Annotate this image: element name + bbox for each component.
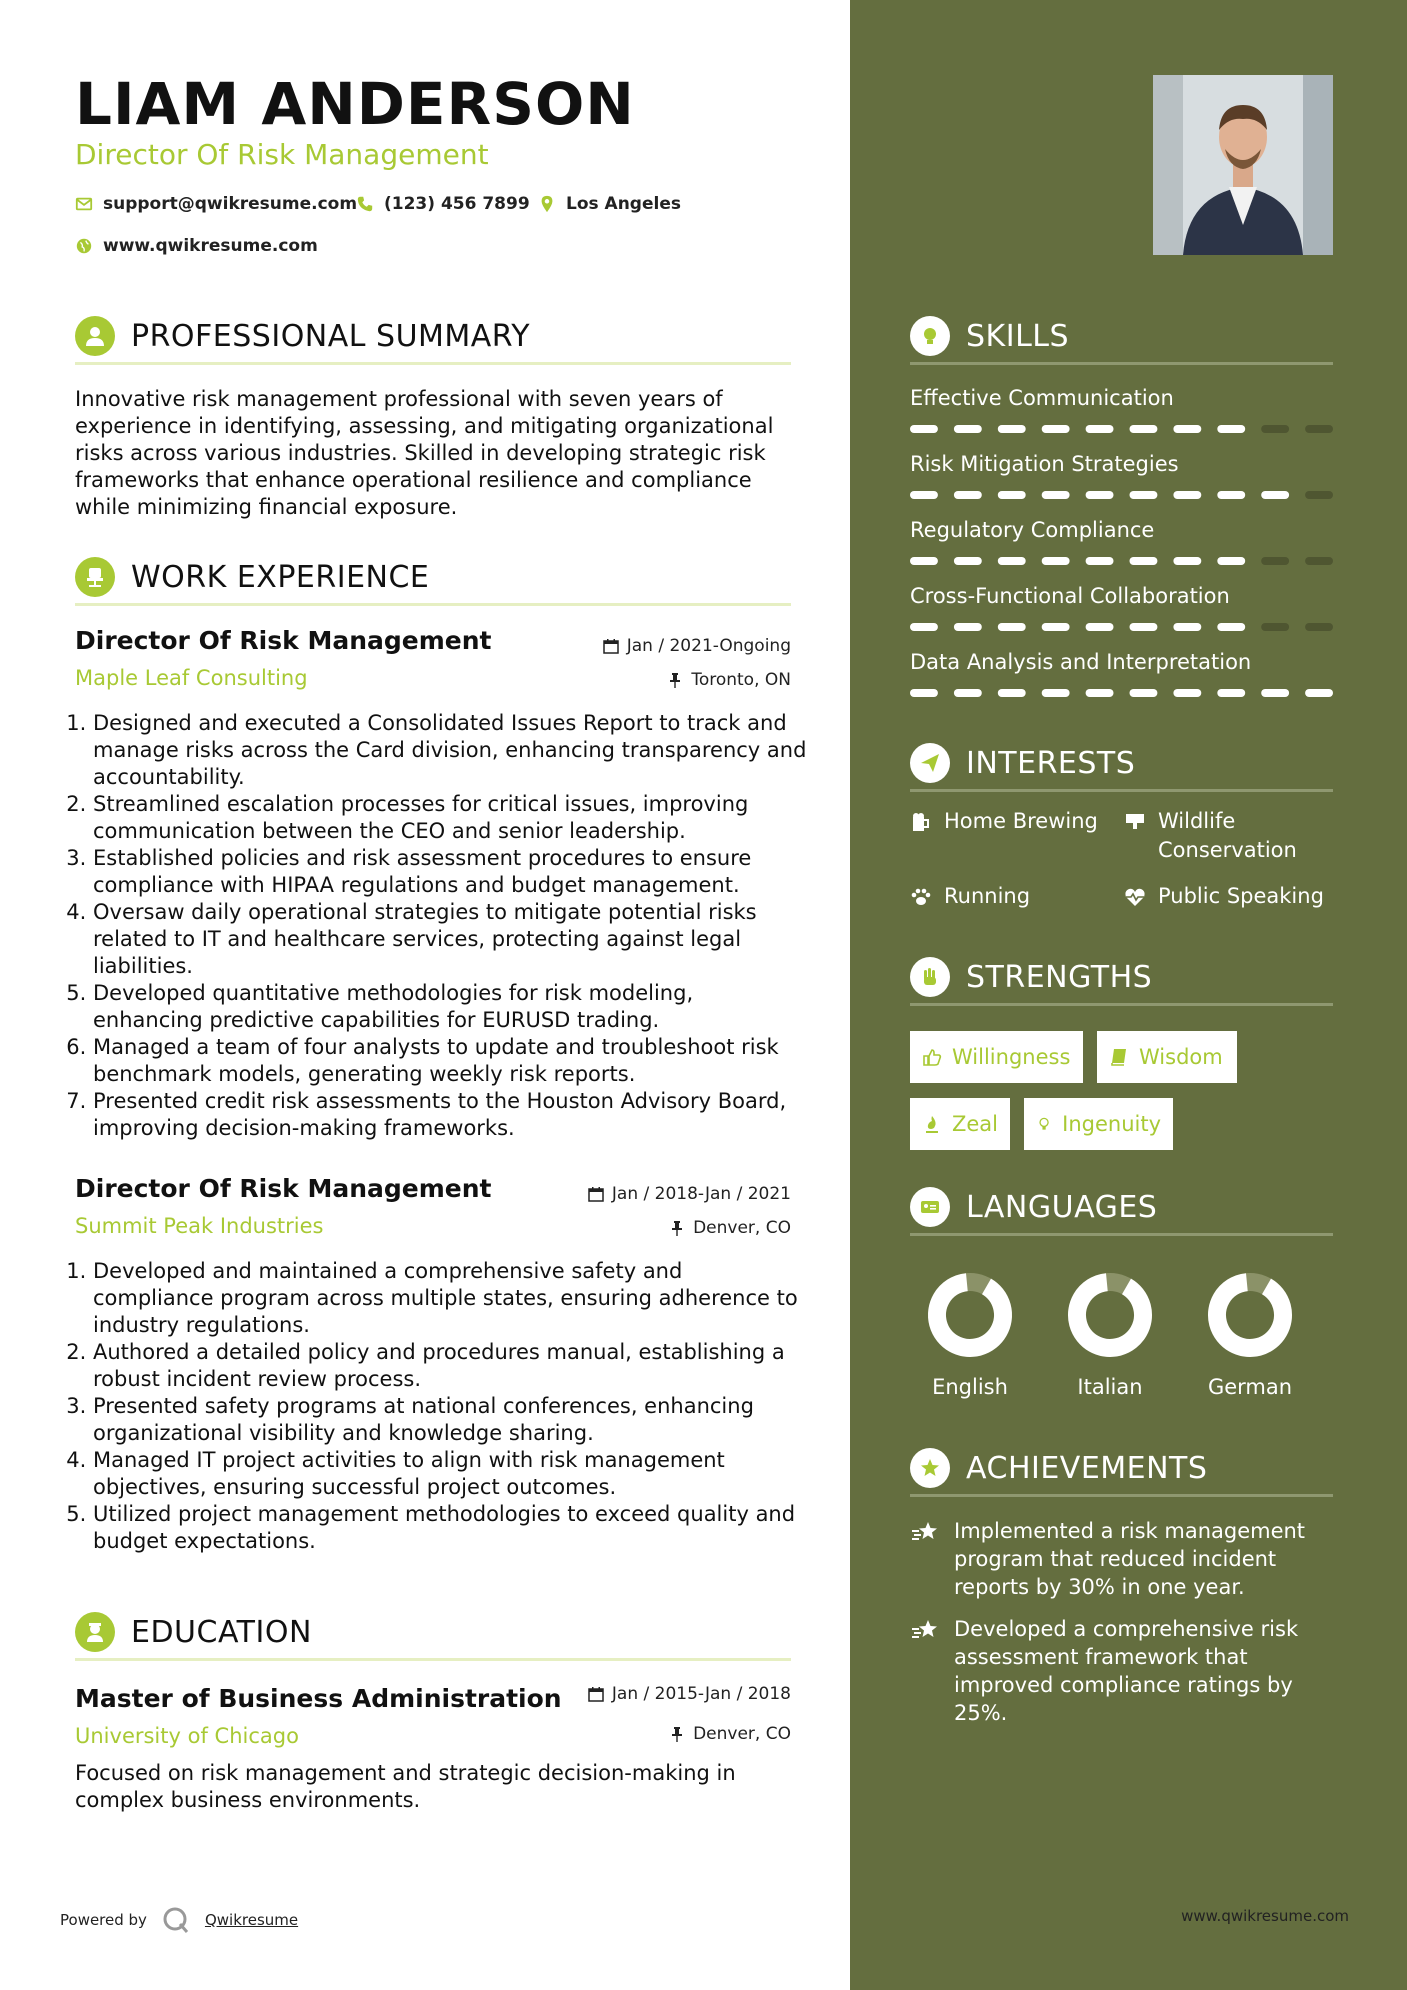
interest-label: Home Brewing bbox=[944, 809, 1098, 833]
job-1-location-text: Toronto, ON bbox=[691, 670, 791, 690]
skill-dash bbox=[1173, 491, 1201, 499]
strengths-title: STRENGTHS bbox=[966, 959, 1153, 995]
achievement-item-1 bbox=[910, 1517, 1333, 1601]
calendar-icon bbox=[603, 638, 619, 654]
interest-running bbox=[910, 882, 1030, 911]
lightbulb-icon bbox=[910, 316, 950, 356]
strength-ingenuity bbox=[1024, 1098, 1173, 1150]
skill-dash bbox=[910, 491, 938, 499]
skill-dash bbox=[1042, 623, 1070, 631]
language-ring-english bbox=[925, 1270, 1015, 1360]
skill-dash bbox=[1305, 425, 1333, 433]
job-1-title: Director Of Risk Management bbox=[75, 626, 492, 655]
skill-dash bbox=[998, 689, 1026, 697]
summary-title: PROFESSIONAL SUMMARY bbox=[131, 318, 531, 354]
languages-heading bbox=[910, 1181, 1333, 1236]
skill-1-name: Effective Communication bbox=[910, 386, 1174, 410]
skill-dash bbox=[1217, 425, 1245, 433]
duty-item: 1. Designed and executed a Consolidated Issues Report to track and manage risks across the Card division, enhancing transparency and accountability. bbox=[93, 710, 809, 791]
skill-dash bbox=[1042, 557, 1070, 565]
skill-dash bbox=[998, 425, 1026, 433]
interest-label: Public Speaking bbox=[1158, 884, 1324, 908]
skill-dash bbox=[998, 491, 1026, 499]
website-text[interactable]: www.qwikresume.com bbox=[103, 236, 318, 256]
strengths-heading bbox=[910, 951, 1333, 1006]
skill-dash bbox=[1130, 689, 1158, 697]
job-2-title: Director Of Risk Management bbox=[75, 1174, 492, 1203]
skill-dash bbox=[910, 557, 938, 565]
interest-label: Wildlife Conservation bbox=[1158, 809, 1297, 862]
location-text: Los Angeles bbox=[566, 194, 681, 214]
job-2-dates bbox=[588, 1184, 791, 1204]
skill-dash bbox=[1305, 557, 1333, 565]
skill-dash bbox=[1130, 557, 1158, 565]
job-1-location bbox=[667, 670, 791, 690]
skill-5-name: Data Analysis and Interpretation bbox=[910, 650, 1252, 674]
beer-icon bbox=[910, 811, 932, 833]
skill-dash bbox=[1042, 425, 1070, 433]
strength-label: Zeal bbox=[951, 1112, 998, 1136]
skill-dash bbox=[1217, 491, 1245, 499]
skill-4-name: Cross-Functional Collaboration bbox=[910, 584, 1230, 608]
globe-icon bbox=[75, 237, 93, 255]
interests-heading bbox=[910, 737, 1333, 792]
skill-dash bbox=[998, 557, 1026, 565]
job-2-location-text: Denver, CO bbox=[693, 1218, 791, 1238]
skill-dash bbox=[1042, 491, 1070, 499]
skill-dash bbox=[1305, 623, 1333, 631]
skill-dash bbox=[1086, 557, 1114, 565]
languages-title: LANGUAGES bbox=[966, 1189, 1158, 1225]
phone-text[interactable]: (123) 456 7899 bbox=[384, 194, 530, 214]
duty-item: 3. Presented safety programs at national conferences, enhancing organizational visibility and knowledge sharing. bbox=[93, 1393, 809, 1447]
skill-4-rating bbox=[910, 623, 1333, 631]
language-ring-german bbox=[1205, 1270, 1295, 1360]
email-contact[interactable] bbox=[75, 194, 357, 214]
job-2-location bbox=[669, 1218, 791, 1238]
achievement-item-2 bbox=[910, 1615, 1333, 1727]
achievements-title: ACHIEVEMENTS bbox=[966, 1450, 1208, 1486]
skill-dash bbox=[1217, 557, 1245, 565]
skills-heading bbox=[910, 310, 1333, 365]
profile-photo bbox=[1153, 75, 1333, 255]
strength-label: Wisdom bbox=[1139, 1045, 1223, 1069]
lightbulb-outline-icon bbox=[1036, 1114, 1052, 1134]
job-2-duties bbox=[75, 1258, 809, 1555]
mail-icon bbox=[75, 195, 93, 213]
skill-dash bbox=[954, 557, 982, 565]
strength-willingness bbox=[910, 1031, 1083, 1083]
skill-5-rating bbox=[910, 689, 1333, 697]
flame-icon bbox=[922, 1114, 942, 1134]
language-german: German bbox=[1207, 1375, 1293, 1399]
interest-public-speaking bbox=[1124, 882, 1324, 911]
duty-item: 2. Authored a detailed policy and procedures manual, establishing a robust incident review process. bbox=[93, 1339, 809, 1393]
interests-title: INTERESTS bbox=[966, 745, 1136, 781]
calendar-icon bbox=[588, 1186, 604, 1202]
skill-dash bbox=[910, 623, 938, 631]
skill-dash bbox=[1173, 425, 1201, 433]
footer-site[interactable]: www.qwikresume.com bbox=[1181, 1907, 1349, 1925]
duty-item: 2. Streamlined escalation processes for critical issues, improving communication between the CEO and senior leadership. bbox=[93, 791, 809, 845]
job-2-dates-text: Jan / 2018-Jan / 2021 bbox=[611, 1184, 791, 1204]
duty-item: 3. Established policies and risk assessment procedures to ensure compliance with HIPAA regulations and budget management. bbox=[93, 845, 809, 899]
star-badge-icon bbox=[910, 1448, 950, 1488]
id-card-icon bbox=[910, 1187, 950, 1227]
map-pin-icon bbox=[538, 195, 556, 213]
skill-dash bbox=[954, 491, 982, 499]
duty-item: 1. Developed and maintained a comprehensive safety and compliance program across multiple states, ensuring adherence to industry regulations. bbox=[93, 1258, 809, 1339]
brand-link[interactable]: Qwikresume bbox=[204, 1911, 299, 1929]
person-avatar-icon bbox=[1153, 75, 1333, 255]
skill-dash bbox=[954, 425, 982, 433]
location-contact bbox=[538, 194, 681, 214]
skill-dash bbox=[1173, 557, 1201, 565]
candidate-name: LIAM ANDERSON bbox=[75, 70, 635, 138]
education-dates-text: Jan / 2015-Jan / 2018 bbox=[611, 1684, 791, 1704]
duty-item: 5. Developed quantitative methodologies for risk modeling, enhancing predictive capabilities for EURUSD trading. bbox=[93, 980, 809, 1034]
education-heading bbox=[75, 1606, 791, 1661]
job-1-dates bbox=[603, 636, 791, 656]
skill-dash bbox=[1173, 689, 1201, 697]
website-contact[interactable] bbox=[75, 236, 318, 256]
user-icon bbox=[75, 316, 115, 356]
candidate-role: Director Of Risk Management bbox=[75, 138, 489, 171]
skill-dash bbox=[1305, 491, 1333, 499]
language-ring-italian bbox=[1065, 1270, 1155, 1360]
shooting-star-icon bbox=[910, 1615, 940, 1645]
education-location bbox=[669, 1724, 791, 1744]
skill-dash bbox=[1130, 491, 1158, 499]
tree-icon bbox=[1124, 811, 1146, 833]
skill-2-name: Risk Mitigation Strategies bbox=[910, 452, 1179, 476]
interest-wildlife-conservation bbox=[1124, 807, 1324, 865]
education-title: EDUCATION bbox=[131, 1614, 312, 1650]
skill-dash bbox=[1042, 689, 1070, 697]
summary-text: Innovative risk management professional with seven years of experience in identifying, assessing, and mitigating organizational risks across various industries. Skilled in developing strategic risk frameworks that enhance operational resilience and compliance while minimizing financial exposure. bbox=[75, 387, 774, 519]
school-name: University of Chicago bbox=[75, 1724, 299, 1748]
paw-icon bbox=[910, 886, 932, 908]
duty-item: 6. Managed a team of four analysts to update and troubleshoot risk benchmark models, generating weekly risk reports. bbox=[93, 1034, 809, 1088]
heartbeat-icon bbox=[1124, 886, 1146, 908]
strength-label: Willingness bbox=[952, 1045, 1071, 1069]
summary-heading bbox=[75, 310, 791, 365]
chair-icon bbox=[75, 557, 115, 597]
skill-2-rating bbox=[910, 491, 1333, 499]
phone-icon bbox=[356, 195, 374, 213]
skill-dash bbox=[1261, 623, 1289, 631]
job-1-dates-text: Jan / 2021-Ongoing bbox=[626, 636, 791, 656]
pin-icon bbox=[667, 672, 683, 688]
skill-dash bbox=[1173, 623, 1201, 631]
phone-contact[interactable] bbox=[356, 194, 530, 214]
skill-dash bbox=[1261, 491, 1289, 499]
experience-title: WORK EXPERIENCE bbox=[131, 559, 430, 595]
skill-dash bbox=[1217, 689, 1245, 697]
skill-dash bbox=[1217, 623, 1245, 631]
skill-dash bbox=[1261, 689, 1289, 697]
skill-1-rating bbox=[910, 425, 1333, 433]
education-dates bbox=[588, 1684, 791, 1704]
duty-item: 4. Managed IT project activities to align with risk management objectives, ensuring successful project outcomes. bbox=[93, 1447, 809, 1501]
strength-wisdom bbox=[1097, 1031, 1237, 1083]
skill-dash bbox=[1305, 689, 1333, 697]
hand-icon bbox=[910, 957, 950, 997]
interest-label: Running bbox=[944, 884, 1031, 908]
footer-branding bbox=[60, 1905, 298, 1935]
skill-dash bbox=[1086, 491, 1114, 499]
email-text[interactable]: support@qwikresume.com bbox=[103, 194, 358, 214]
experience-heading bbox=[75, 551, 791, 606]
skill-dash bbox=[998, 623, 1026, 631]
skill-dash bbox=[1086, 689, 1114, 697]
degree-title: Master of Business Administration bbox=[75, 1684, 562, 1713]
thumbs-up-icon bbox=[922, 1047, 942, 1067]
skill-dash bbox=[1261, 557, 1289, 565]
job-1-company: Maple Leaf Consulting bbox=[75, 666, 308, 690]
skill-3-rating bbox=[910, 557, 1333, 565]
achievements-heading bbox=[910, 1442, 1333, 1497]
skills-title: SKILLS bbox=[966, 318, 1070, 354]
strength-zeal bbox=[910, 1098, 1010, 1150]
duty-item: 5. Utilized project management methodologies to exceed quality and budget expectations. bbox=[93, 1501, 809, 1555]
powered-by-text: Powered by bbox=[60, 1911, 147, 1929]
job-1-duties bbox=[75, 710, 809, 1142]
education-location-text: Denver, CO bbox=[693, 1724, 791, 1744]
skill-dash bbox=[910, 425, 938, 433]
pin-icon bbox=[669, 1726, 685, 1742]
paper-plane-icon bbox=[910, 743, 950, 783]
calendar-icon bbox=[588, 1686, 604, 1702]
achievement-text: Developed a comprehensive risk assessment framework that improved compliance ratings by 25%. bbox=[954, 1617, 1299, 1725]
strength-label: Ingenuity bbox=[1062, 1112, 1161, 1136]
duty-item: 4. Oversaw daily operational strategies to mitigate potential risks related to IT and healthcare services, protecting against legal liabilities. bbox=[93, 899, 809, 980]
interest-home-brewing bbox=[910, 807, 1098, 836]
language-english: English bbox=[932, 1375, 1008, 1399]
skill-dash bbox=[1130, 623, 1158, 631]
skill-dash bbox=[1086, 425, 1114, 433]
qwikresume-logo-icon bbox=[161, 1905, 191, 1935]
skill-dash bbox=[1086, 623, 1114, 631]
graduate-icon bbox=[75, 1612, 115, 1652]
language-italian: Italian bbox=[1077, 1375, 1143, 1399]
education-description: Focused on risk management and strategic decision-making in complex business environments. bbox=[75, 1761, 736, 1812]
skill-dash bbox=[1130, 425, 1158, 433]
skill-dash bbox=[954, 623, 982, 631]
skill-dash bbox=[954, 689, 982, 697]
skill-dash bbox=[910, 689, 938, 697]
achievement-text: Implemented a risk management program that reduced incident reports by 30% in one year. bbox=[954, 1519, 1306, 1599]
shooting-star-icon bbox=[910, 1517, 940, 1547]
skill-3-name: Regulatory Compliance bbox=[910, 518, 1155, 542]
pin-icon bbox=[669, 1220, 685, 1236]
book-icon bbox=[1109, 1047, 1129, 1067]
job-2-company: Summit Peak Industries bbox=[75, 1214, 324, 1238]
duty-item: 7. Presented credit risk assessments to the Houston Advisory Board, improving decision-making frameworks. bbox=[93, 1088, 809, 1142]
skill-dash bbox=[1261, 425, 1289, 433]
